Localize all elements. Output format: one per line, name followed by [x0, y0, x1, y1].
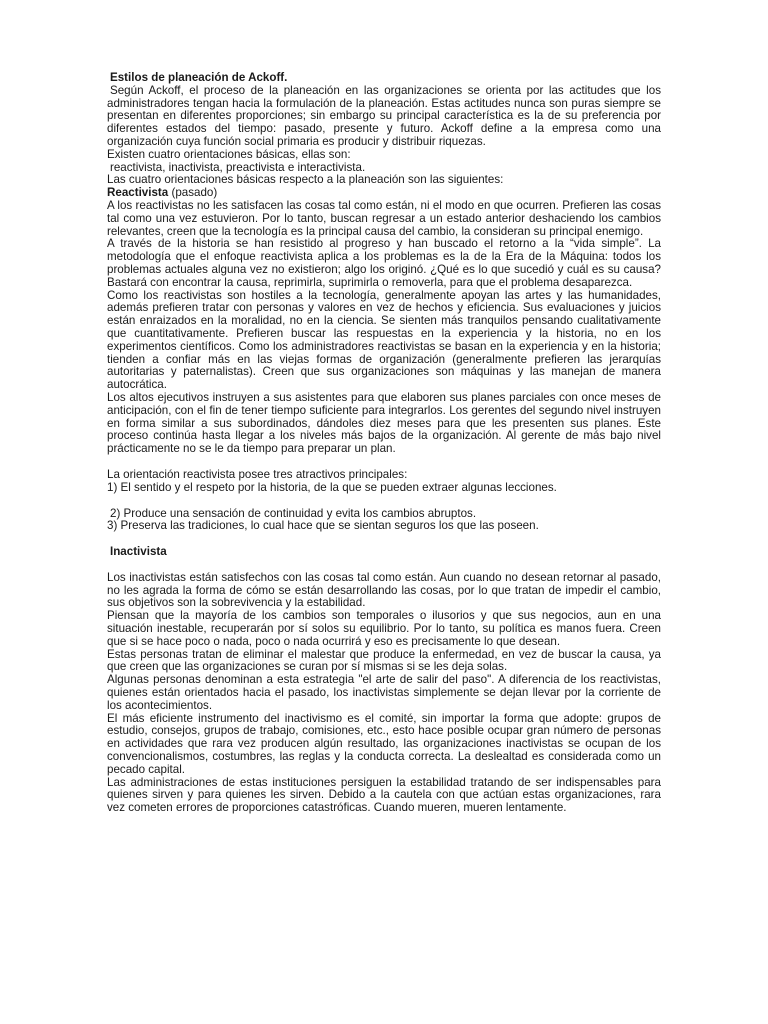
body-paragraph: Estas personas tratan de eliminar el malestar que produce la enfermedad, en vez de buscar la causa, ya que creen que las organizaciones se curan por sí mismas si se les deja solas. — [107, 647, 661, 674]
body-paragraph: A los reactivistas no les satisfacen las cosas tal como están, ni el modo en que ocurren. Prefieren las cosas tal como una vez estuvieron. Por lo tanto, buscan regresar a un estado anterior deshaciendo los cambios relevantes, creen que la tecnología es la principal causa del cambio, la consideran su principal enemigo. — [107, 198, 661, 238]
intro-paragraph: Las cuatro orientaciones básicas respecto a la planeación son las siguientes: — [107, 173, 504, 187]
attraction-item: 1) El sentido y el respeto por la historia, de la que se pueden extraer algunas lecciones. — [107, 480, 557, 494]
attractions-intro: La orientación reactivista posee tres atractivos principales: — [107, 467, 408, 481]
intro-paragraph: Según Ackoff, el proceso de la planeación en las organizaciones se orienta por las actitudes que los administradores tengan hacia la formulación de la planeación. Estas actitudes nunca son puras siempre se presentan en diferentes proporciones; sin embargo su principal característica es la de su preferencia por diferentes estados del tiempo: pasado, presente y futuro. Ackoff define a la empresa como una organización cuya función social primaria es producir y distribuir riquezas. — [107, 83, 661, 148]
document-body — [107, 72, 661, 815]
body-paragraph: El más eficiente instrumento del inactivismo es el comité, sin importar la forma que adopte: grupos de estudio, consejos, grupos de trabajo, comisiones, etc., esto hace posible ocupar gran número de personas en actividades que rara vez producen algún resultado, las organizaciones inactivistas se ocupan de los convencionalismos, costumbres, las reglas y la conducta correcta. La deslealtad es considerada como un pecado capital. — [107, 711, 661, 776]
attraction-item: 2) Produce una sensación de continuidad y evita los cambios abruptos. — [110, 506, 477, 520]
body-paragraph: Las administraciones de estas instituciones persiguen la estabilidad tratando de ser indispensables para quienes sirven y para quienes les sirven. Debido a la cautela con que actúan estas organizaciones, rara vez cometen errores de proporciones catastróficas. Cuando mueren, mueren lentamente. — [107, 775, 661, 815]
body-paragraph: Los altos ejecutivos instruyen a sus asistentes para que elaboren sus planes parciales con once meses de anticipación, con el fin de tener tiempo suficiente para integrarlos. Los gerentes del segundo nivel instruyen en forma similar a sus subordinados, dándoles diez meses para que les presenten sus planes. Este proceso continúa hasta llegar a los niveles más bajos de la organización. Al gerente de más bajo nivel prácticamente no se le da tiempo para preparar un plan. — [107, 390, 661, 456]
intro-paragraph: Existen cuatro orientaciones básicas, ellas son: — [107, 147, 351, 161]
body-paragraph: Algunas personas denominan a esta estrategia "el arte de salir del paso". A diferencia de los reactivistas, quienes están orientados hacia el pasado, los inactivistas simplemente se dejan llevar por la corriente de los acontecimientos. — [107, 673, 661, 712]
document-title: Estilos de planeación de Ackoff. — [110, 71, 288, 84]
attraction-item: 3) Preserva las tradiciones, lo cual hace que se sientan seguros los que las poseen. — [107, 519, 539, 533]
body-paragraph: Como los reactivistas son hostiles a la tecnología, generalmente apoyan las artes y las humanidades, además prefieren tratar con personas y valores en vez de hechos y eficiencia. Sus evaluaciones y juicios están enraizados en la moralidad, no en la ciencia. Se sienten más tranquilos pensando cualitativamente que cuantitativamente. Prefieren buscar las respuestas en la experiencia y la historia, no en los experimentos científicos. Como los administradores reactivistas se basan en la experiencia y en la historia; tienden a confiar más en las viejas formas de organización (generalmente prefieren las jerarquías autoritarias y paternalistas). Creen que sus organizaciones son máquinas y las manejan de manera autocrática. — [107, 288, 661, 392]
section-heading-inactivista: Inactivista — [110, 545, 167, 559]
body-paragraph: Los inactivistas están satisfechos con las cosas tal como están. Aun cuando no desean retornar al pasado, no les agrada la forma de cómo se están desarrollando las cosas, por lo que tratan de impedir el cambio, sus objetivos son la sobrevivencia y la estabilidad. — [107, 570, 661, 610]
intro-paragraph: reactivista, inactivista, preactivista e interactivista. — [110, 160, 366, 174]
section-heading-reactivista: Reactivista (pasado) — [107, 186, 218, 200]
body-paragraph: A través de la historia se han resistido al progreso y han buscado el retorno a la “vida simple”. La metodología que el enfoque reactivista aplica a los problemas es la de la Era de la Máquina: todos los problemas actuales alguna vez no existieron; algo los originó. ¿Qué es lo que sucedió y cuál es su causa? Bastará con encontrar la causa, reprimirla, suprimirla o removerla, para que el problema desaparezca. — [107, 237, 661, 289]
body-paragraph: Piensan que la mayoría de los cambios son temporales o ilusorios y que sus negocios, aun en una situación inestable, recuperarán por sí solos su equilibrio. Por lo tanto, su política es manos fuera. Creen que si se hace poco o nada, poco o nada ocurrirá y eso es precisamente lo que desean. — [107, 609, 661, 648]
